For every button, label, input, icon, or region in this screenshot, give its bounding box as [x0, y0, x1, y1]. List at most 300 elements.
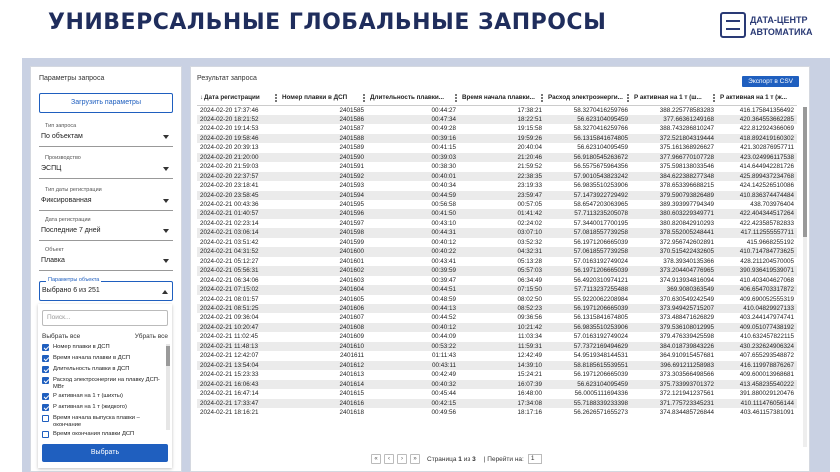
field-value: По объектам	[41, 133, 83, 140]
table-cell: 17:34:08	[459, 399, 545, 408]
table-cell: 370.515422432605	[631, 247, 717, 256]
table-scrollbar[interactable]	[803, 107, 807, 447]
table-cell: 2024-02-21 00:43:36	[200, 201, 259, 209]
field-label: Тип запроса	[45, 123, 77, 129]
table-cell: 58.6547203063965	[573, 201, 628, 209]
table-cell: 18:17:16	[517, 409, 542, 416]
table-row[interactable]	[197, 399, 797, 408]
table-cell: 384.622388277348	[631, 172, 717, 181]
checkbox-unchecked[interactable]	[42, 431, 49, 438]
table-cell: 380.603229349771	[631, 209, 717, 218]
checkbox-checked[interactable]	[42, 366, 49, 373]
table-cell: 14:39:10	[459, 361, 545, 370]
table-cell: 428.211204570005	[740, 257, 794, 265]
table-cell: 2024-02-21 11:02:45	[200, 333, 259, 341]
table-cell: 410.632457822115	[740, 333, 794, 341]
table-cell: 2401616	[279, 399, 367, 408]
table-row[interactable]	[197, 408, 797, 417]
table-cell: 02:24:02	[517, 219, 542, 227]
table-cell: 00:42:49	[431, 371, 456, 379]
table-cell: 2024-02-21 05:56:31	[197, 266, 279, 275]
prev-page-icon[interactable]: ‹	[384, 454, 394, 464]
object-parameters-select[interactable]	[39, 277, 173, 301]
table-cell: 57.1473922729492	[545, 191, 631, 200]
table-cell: 00:38:30	[431, 163, 456, 171]
table-cell: 00:44:31	[367, 228, 459, 237]
option-item[interactable]	[42, 355, 164, 363]
table-cell: 56.9835510253906	[573, 182, 628, 190]
checkbox-unchecked[interactable]	[42, 415, 49, 422]
table-cell: 417.112555557711	[717, 228, 797, 237]
option-item[interactable]	[42, 393, 164, 401]
table-cell: 2401613	[339, 371, 364, 379]
table-cell: 2024-02-21 18:16:21	[200, 409, 259, 416]
table-cell: 56.623104095459	[577, 144, 628, 152]
table-cell: 20:40:04	[517, 144, 542, 152]
table-cell: 2401602	[279, 266, 367, 275]
caret-down-icon	[163, 135, 169, 139]
first-page-icon[interactable]: «	[371, 454, 381, 464]
table-cell: 00:40:12	[367, 323, 459, 332]
table-cell: 2024-02-21 01:40:57	[197, 209, 279, 218]
table-cell: 00:44:27	[431, 106, 456, 114]
table-cell: 421.302876957711	[740, 144, 794, 152]
dropdown-scrollbar[interactable]	[166, 344, 170, 430]
table-cell: 2401585	[339, 106, 364, 114]
table-row[interactable]	[197, 257, 797, 266]
table-row[interactable]	[197, 295, 797, 304]
table-cell: 403.461157381091	[740, 409, 794, 416]
table-cell: 374.834485726844	[659, 409, 714, 416]
table-cell: 2401601	[339, 257, 364, 265]
option-label: Длительность плавки в ДСП	[53, 366, 130, 372]
panel-title: Результат запроса	[197, 75, 257, 82]
table-cell: 15:24:21	[517, 371, 542, 379]
table-cell: 56.1315841674805	[573, 314, 628, 322]
table-cell: 372.956742602891	[659, 238, 714, 246]
field-value: Последние 7 дней	[41, 227, 101, 234]
option-item[interactable]	[42, 404, 164, 412]
dropdown-search-input[interactable]: Поиск...	[42, 310, 168, 326]
column-menu-icon[interactable]	[275, 94, 277, 102]
table-cell: 2024-02-21 04:31:52	[197, 247, 279, 256]
table-row[interactable]	[197, 380, 797, 389]
table-cell: 55.9220062208984	[573, 295, 628, 303]
table-cell: 00:39:59	[367, 266, 459, 275]
table-cell: 00:49:56	[431, 409, 456, 416]
table-cell: 409.690052555319	[739, 295, 794, 303]
column-menu-icon[interactable]	[363, 94, 365, 102]
column-menu-icon[interactable]	[713, 94, 715, 102]
table-cell: 56.623104095459	[545, 115, 631, 124]
table-cell: 00:44:59	[367, 191, 459, 200]
table-cell: 00:44:51	[367, 285, 459, 294]
table-cell: 08:02:50	[517, 295, 542, 303]
table-cell: 438.703976404	[750, 201, 794, 209]
table-cell: 2401609	[339, 333, 364, 341]
caret-up-icon	[162, 290, 168, 294]
option-item[interactable]	[42, 431, 164, 439]
column-header-duration[interactable]: Длительность плавки...	[367, 91, 459, 105]
table-cell: 2401600	[279, 247, 367, 256]
table-cell: 2024-02-21 02:23:14	[200, 219, 259, 227]
table-cell: 00:44:09	[431, 333, 456, 341]
table-cell: 08:52:23	[459, 304, 545, 313]
object-parameters-dropdown	[38, 304, 172, 468]
table-cell: 2024-02-21 09:36:04	[200, 314, 259, 322]
table-row[interactable]	[197, 134, 797, 143]
table-cell: 2024-02-20 18:21:52	[197, 115, 279, 124]
field-label: Тип даты регистрации	[45, 187, 102, 193]
select-button[interactable]: Выбрать	[42, 444, 168, 462]
field-value: Фиксированная	[41, 197, 92, 204]
table-cell: 58.8185615539551	[545, 361, 631, 370]
table-cell: 425.899437234768	[717, 172, 797, 181]
option-label: P активная на 1 т (жидкого)	[53, 404, 127, 410]
option-item[interactable]	[42, 366, 164, 374]
table-cell: 16:07:39	[459, 380, 545, 389]
column-header-heat-number[interactable]: Номер плавки в ДСП	[279, 91, 367, 105]
table-cell: 00:40:01	[367, 172, 459, 181]
table-cell: 2401588	[279, 134, 367, 143]
table-row[interactable]	[197, 191, 797, 200]
table-cell: 07:15:50	[459, 285, 545, 294]
table-cell: 57.9010543823242	[545, 172, 631, 181]
table-cell: 2401593	[339, 182, 364, 190]
table-cell: 410.714784773625	[717, 247, 797, 256]
table-cell: 57.3440017700195	[573, 219, 628, 227]
table-row[interactable]	[197, 389, 797, 398]
column-header-registration-date[interactable]: ↓Дата регистрации	[197, 91, 279, 105]
table-row[interactable]	[197, 285, 797, 294]
table-cell: 00:42:15	[367, 399, 459, 408]
table-cell: 373.303566498566	[659, 371, 714, 379]
table-cell: 2024-02-21 08:51:25	[197, 304, 279, 313]
load-parameters-button[interactable]: Загрузить параметры	[39, 93, 173, 113]
table-cell: 00:40:22	[367, 247, 459, 256]
table-cell: 372.521804319444	[631, 134, 717, 143]
table-cell: 403.244147974741	[739, 314, 794, 322]
table-cell: 00:53:22	[367, 342, 459, 351]
checkbox-checked[interactable]	[42, 344, 49, 351]
table-cell: 416.119978876267	[717, 361, 797, 370]
table-header-row	[197, 91, 797, 105]
table-cell: 56.5575675964356	[573, 163, 628, 171]
table-cell: 2401594	[279, 191, 367, 200]
table-cell: 00:40:12	[431, 238, 456, 246]
results-table	[197, 91, 797, 417]
table-row[interactable]	[197, 162, 797, 171]
table-cell: 370.630549242549	[659, 295, 714, 303]
table-cell: 415.9668255192	[746, 238, 794, 246]
scrollbar-thumb[interactable]	[166, 346, 170, 366]
table-cell: 56.623104095459	[545, 380, 631, 389]
field-label: Параметры объекта	[48, 277, 100, 283]
table-cell: 00:43:41	[431, 257, 456, 265]
table-cell: 2401618	[339, 409, 364, 416]
table-cell: 01:41:42	[459, 209, 545, 218]
table-cell: 04:32:31	[459, 247, 545, 256]
table-cell: 2024-02-20 21:59:03	[200, 163, 259, 171]
registration-date-type-select[interactable]	[39, 189, 173, 211]
field-value: Выбрано 6 из 251	[42, 287, 100, 294]
table-cell: 57.0163192749024	[573, 257, 628, 265]
table-cell: 2024-02-21 11:48:13	[197, 342, 279, 351]
table-cell: 422.423585782833	[739, 219, 794, 227]
registration-date-select[interactable]	[39, 219, 173, 241]
caret-down-icon	[163, 167, 169, 171]
table-cell: 2401596	[279, 209, 367, 218]
table-cell: 2401606	[279, 304, 367, 313]
table-cell: 2401611	[339, 352, 364, 360]
table-cell: 373.949425715207	[631, 304, 717, 313]
table-row[interactable]	[197, 172, 797, 181]
table-row[interactable]	[197, 313, 797, 322]
table-cell: 2401608	[279, 323, 367, 332]
field-value: ЭСПЦ	[41, 165, 62, 172]
table-cell: 57.0163192749024	[573, 333, 628, 341]
table-cell: 2401603	[339, 276, 364, 284]
table-cell: 390.936419539071	[717, 266, 797, 275]
table-row[interactable]	[197, 332, 797, 341]
table-row[interactable]	[197, 228, 797, 237]
table-cell: 2401615	[339, 390, 364, 398]
object-select[interactable]	[39, 249, 173, 271]
panel-title: Параметры запроса	[39, 75, 105, 82]
table-cell: 389.393997794349	[659, 201, 714, 209]
table-cell: 2401592	[279, 172, 367, 181]
dropdown-options-list	[42, 344, 164, 442]
table-cell: 2024-02-21 12:42:07	[200, 352, 259, 360]
table-cell: 410.403404627068	[739, 276, 794, 284]
table-cell: 2024-02-20 17:37:46	[200, 106, 259, 114]
clear-all-link[interactable]: Убрать все	[134, 333, 168, 340]
table-row[interactable]	[197, 181, 797, 190]
table-cell: 378.552005248441	[631, 228, 717, 237]
table-row[interactable]	[197, 143, 797, 152]
table-cell: 57.7113237255488	[545, 285, 631, 294]
table-row[interactable]	[197, 153, 797, 162]
column-header-power-charge[interactable]: P активная на 1 т (ш...	[631, 91, 717, 105]
table-row[interactable]	[197, 247, 797, 256]
table-cell: 2401591	[339, 163, 364, 171]
column-header-power-liquid[interactable]: P активная на 1 т (ж...	[717, 91, 797, 105]
table-cell: 00:39:03	[367, 153, 459, 162]
table-row[interactable]	[197, 342, 797, 351]
query-type-select[interactable]	[39, 125, 173, 147]
table-cell: 373.204404776965	[631, 266, 717, 275]
table-cell: 56.9835510253906	[545, 323, 631, 332]
table-cell: 388.743286810247	[659, 125, 714, 133]
option-label: Расход электроэнергии на плавку ДСП-МВт	[53, 377, 160, 390]
table-cell: 424.142526510086	[739, 182, 794, 190]
table-cell: 57.7372169494629	[545, 342, 631, 351]
table-cell: 420.364553662285	[717, 115, 797, 124]
table-cell: 413.458235540222	[717, 380, 797, 389]
table-row[interactable]	[197, 219, 797, 228]
table-cell: 54.9519348144531	[573, 352, 628, 360]
checkbox-checked[interactable]	[42, 355, 49, 362]
table-cell: 364.910915457681	[659, 352, 714, 360]
table-cell: 2024-02-21 08:01:57	[200, 295, 259, 303]
table-row[interactable]	[197, 115, 797, 124]
table-cell: 23:19:33	[517, 182, 542, 190]
table-cell: 369.9080363549	[631, 285, 717, 294]
table-cell: 2024-02-20 19:14:53	[200, 125, 259, 133]
logo-line2: АВТОМАТИКА	[750, 27, 813, 37]
table-cell: 56.4920310974121	[573, 276, 628, 284]
table-cell: 2024-02-20 21:20:00	[197, 153, 279, 162]
table-cell: 378.39340135366	[663, 257, 714, 265]
table-cell: 2401590	[279, 153, 367, 162]
table-cell: 2401587	[339, 125, 364, 133]
table-cell: 371.775723345231	[631, 399, 717, 408]
table-cell: 2401605	[339, 295, 364, 303]
goto-page-input[interactable]: 1	[528, 454, 542, 464]
table-cell: 391.880029120476	[739, 390, 794, 398]
table-cell: 00:43:11	[367, 361, 459, 370]
table-cell: 00:43:10	[431, 219, 456, 227]
table-cell: 407.655293548872	[739, 352, 794, 360]
table-cell: 2024-02-21 15:23:33	[200, 371, 259, 379]
column-menu-icon[interactable]	[541, 94, 543, 102]
option-label: Номер плавки в ДСП	[53, 344, 110, 350]
table-cell: 10:21:42	[459, 323, 545, 332]
table-cell: 18:22:51	[459, 115, 545, 124]
table-cell: 377.966770107728	[631, 153, 717, 162]
table-cell: 17:38:21	[517, 106, 542, 114]
table-cell: 422.812924366069	[739, 125, 794, 133]
results-table-container	[197, 91, 803, 451]
column-header-energy[interactable]: Расход электроэнерги...	[545, 91, 631, 105]
table-cell: 422.404344517264	[717, 209, 797, 218]
table-cell: 00:41:50	[367, 209, 459, 218]
table-cell: 2401598	[279, 228, 367, 237]
column-menu-icon[interactable]	[455, 94, 457, 102]
field-label: Объект	[45, 247, 64, 253]
table-row[interactable]	[197, 276, 797, 285]
table-cell: 05:57:03	[459, 266, 545, 275]
table-cell: 2401586	[279, 115, 367, 124]
table-cell: 396.691211258983	[631, 361, 717, 370]
table-cell: 379.476339425598	[659, 333, 714, 341]
table-cell: 409.051077438192	[717, 323, 797, 332]
table-cell: 377.66361249168	[631, 115, 717, 124]
table-cell: 2024-02-21 16:47:14	[200, 390, 259, 398]
table-row[interactable]	[197, 370, 797, 379]
table-cell: 56.2626571655273	[573, 409, 628, 416]
column-header-start-time[interactable]: Время начала плавки...	[459, 91, 545, 105]
select-all-link[interactable]: Выбрать все	[42, 333, 81, 340]
table-cell: 56.1971206665039	[573, 238, 628, 246]
table-cell: 2024-02-21 13:54:04	[197, 361, 279, 370]
table-cell: 00:56:58	[431, 201, 456, 209]
table-cell: 378.653396688215	[659, 182, 714, 190]
table-cell: 2024-02-21 03:06:14	[197, 228, 279, 237]
field-label: Производство	[45, 155, 81, 161]
checkbox-checked[interactable]	[42, 393, 49, 400]
option-item[interactable]	[42, 377, 164, 390]
table-cell: 2024-02-21 05:12:27	[200, 257, 259, 265]
query-result-panel	[190, 66, 810, 472]
field-label: Дата регистрации	[45, 217, 91, 223]
table-cell: 00:39:47	[431, 276, 456, 284]
table-row[interactable]	[197, 238, 797, 247]
last-page-icon[interactable]: »	[410, 454, 420, 464]
table-cell: 416.175841356492	[739, 106, 794, 114]
table-row[interactable]	[197, 209, 797, 218]
table-cell: 2401612	[279, 361, 367, 370]
table-cell: 58.3270416259766	[573, 106, 628, 114]
table-cell: 22:38:35	[459, 172, 545, 181]
table-cell: 56.1971206665039	[573, 371, 628, 379]
column-menu-icon[interactable]	[627, 94, 629, 102]
table-cell: 00:39:16	[367, 134, 459, 143]
option-label: Время окончания плавки ДСП	[53, 431, 135, 437]
table-cell: 12:42:49	[517, 352, 542, 360]
table-cell: 414.644942281726	[739, 163, 794, 171]
production-select[interactable]	[39, 157, 173, 179]
table-cell: 2401610	[279, 342, 367, 351]
table-cell: 374.913934816094	[659, 276, 714, 284]
export-csv-button[interactable]: Экспорт в CSV	[742, 76, 799, 87]
table-cell: 03:52:32	[517, 238, 542, 246]
table-cell: 373.488471626829	[659, 314, 714, 322]
table-cell: 56.1315841674805	[545, 134, 631, 143]
company-logo	[720, 12, 830, 44]
table-cell: 00:40:32	[367, 380, 459, 389]
table-cell: 00:48:59	[431, 295, 456, 303]
table-row[interactable]	[197, 124, 797, 133]
table-cell: 410.04829927133	[717, 304, 797, 313]
logo-icon	[720, 12, 746, 38]
table-row[interactable]	[197, 351, 797, 360]
table-row[interactable]	[197, 200, 797, 209]
table-cell: 11:59:31	[459, 342, 545, 351]
table-cell: 2024-02-21 17:33:47	[197, 399, 279, 408]
table-cell: 388.225778583283	[659, 106, 714, 114]
table-cell: 375.161368926627	[659, 144, 714, 152]
table-cell: 384.018739843226	[631, 342, 717, 351]
checkbox-checked[interactable]	[42, 404, 49, 411]
slide-title: УНИВЕРСАЛЬНЫЕ ГЛОБАЛЬНЫЕ ЗАПРОСЫ	[48, 10, 607, 35]
option-item[interactable]	[42, 344, 164, 352]
table-cell: 410.836374474484	[717, 191, 797, 200]
table-row[interactable]	[197, 304, 797, 313]
table-cell: 09:36:56	[517, 314, 542, 322]
checkbox-checked[interactable]	[42, 377, 49, 384]
table-cell: 380.820842910293	[659, 219, 714, 227]
option-item[interactable]	[42, 415, 164, 428]
table-row[interactable]	[197, 105, 797, 115]
table-row[interactable]	[197, 266, 797, 275]
table-row[interactable]	[197, 361, 797, 370]
logo-line1: ДАТА-ЦЕНТР	[750, 15, 808, 25]
next-page-icon[interactable]: ›	[397, 454, 407, 464]
table-cell: 2024-02-21 10:20:47	[197, 323, 279, 332]
option-label: Время начала выпуска плавки – окончание	[53, 415, 140, 428]
table-row[interactable]	[197, 323, 797, 332]
scrollbar-thumb[interactable]	[803, 107, 807, 237]
table-cell: 2024-02-20 20:39:13	[200, 144, 259, 152]
table-cell: 2401595	[339, 201, 364, 209]
table-cell: 55.7188339233398	[545, 399, 631, 408]
table-cell: 2401589	[339, 144, 364, 152]
table-cell: 19:15:58	[517, 125, 542, 133]
table-cell: 05:13:28	[517, 257, 542, 265]
table-cell: 2401599	[339, 238, 364, 246]
table-cell: 2024-02-20 22:37:57	[197, 172, 279, 181]
